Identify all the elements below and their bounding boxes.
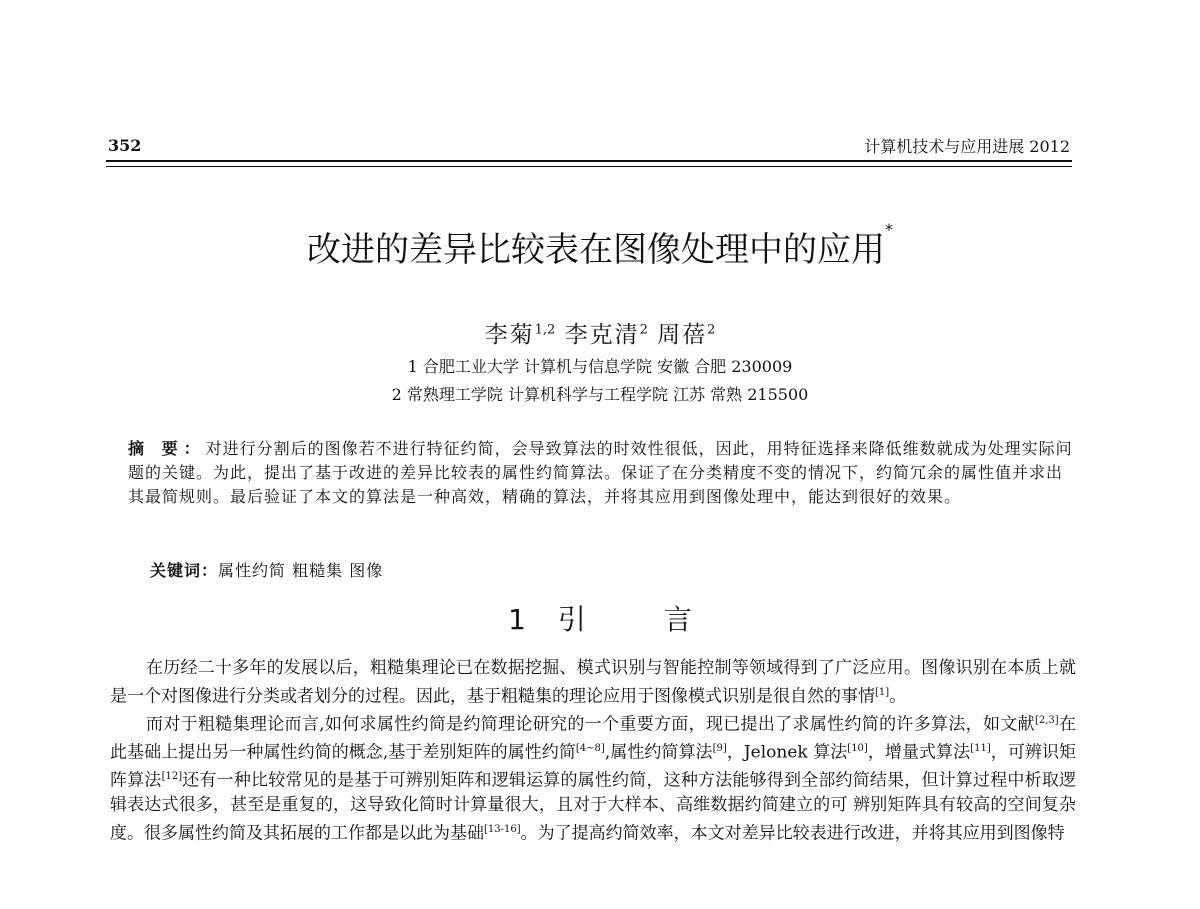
keywords-label: 关键词： bbox=[150, 561, 219, 580]
citation: [12] bbox=[161, 770, 183, 782]
abstract bbox=[128, 437, 1074, 509]
author-name: 李克清 bbox=[564, 322, 640, 348]
author-affiliation-mark: 2 bbox=[639, 322, 648, 338]
keywords-text: 属性约简 粗糙集 图像 bbox=[218, 561, 384, 580]
paragraph: 在历经二十多年的发展以后，粗糙集理论已在数据挖掘、模式识别与智能控制等领域得到了广泛应用。图像识别在本质上就是一个对图像进行分类或者划分的过程。因此，基于粗糙集的理论应用于图像模式识别是很自然的事情[1]。 bbox=[110, 658, 1076, 707]
paper-title-text: 改进的差异比较表在图像处理中的应用 bbox=[307, 230, 885, 270]
author-name: 李菊 bbox=[484, 322, 535, 348]
paper-title bbox=[0, 222, 1200, 271]
running-head: 计算机技术与应用进展 2012 bbox=[864, 137, 1070, 156]
page-number: 352 bbox=[108, 136, 142, 155]
body-text bbox=[110, 656, 1076, 846]
paragraph: 而对于粗糙集理论而言,如何求属性约简是约简理论研究的一个重要方面，现已提出了求属性约简的许多算法，如文献[2,3]在此基础上提出另一种属性约简的概念,基于差别矩阵的属性约简[4~8],属性约简算法[9]，Jelonek 算法[10]，增量式算法[11]，可辨识矩阵算法[12]还有一种比较常见的是基于可辨别矩阵和逻辑运算的属性约简，这种方法能够得到全部约简结果，但计算过程中析取逻辑表达式很多，甚至是重复的，这导致化简时计算量很大，且对于大样本、高维数据约简建立的可 辨别矩阵具有较高的空间复杂度。很多属性约简及其拓展的工作都是以此为基础[13-16]。为了提高约简效率，本文对差异比较表进行改进，并将其应用到图像特 bbox=[110, 714, 1077, 844]
header-rule-thin bbox=[106, 166, 1072, 167]
author-affiliation-mark: 1,2 bbox=[534, 322, 556, 338]
author-affiliation-mark: 2 bbox=[707, 322, 716, 338]
section-title-char: 引 bbox=[557, 603, 586, 636]
citation: [2,3] bbox=[1034, 714, 1059, 726]
affiliation: 2 常熟理工学院 计算机科学与工程学院 江苏 常熟 215500 bbox=[391, 385, 809, 404]
author-name: 周蓓 bbox=[657, 322, 708, 348]
author-list bbox=[0, 316, 1200, 349]
citation: [1] bbox=[875, 686, 890, 698]
abstract-label: 摘 要： bbox=[128, 439, 206, 458]
citation: [10] bbox=[847, 742, 868, 754]
section-heading bbox=[0, 598, 1200, 638]
citation: [13-16] bbox=[484, 823, 521, 835]
header-rule-thick bbox=[106, 160, 1072, 162]
section-number: 1 bbox=[508, 603, 526, 636]
abstract-text: 对进行分割后的图像若不进行特征约简，会导致算法的时效性很低，因此，用特征选择来降低维数就成为处理实际问题的关键。为此，提出了基于改进的差异比较表的属性约简算法。保证了在分类精度不变的情况下，约简冗余的属性值并求出其最简规则。最后验证了本文的算法是一种高效，精确的算法，并将其应用到图像处理中，能达到很好的效果。 bbox=[128, 439, 1073, 506]
keywords bbox=[150, 558, 383, 581]
affiliation: 1 合肥工业大学 计算机与信息学院 安徽 合肥 230009 bbox=[407, 357, 793, 376]
citation: [4~8] bbox=[575, 742, 605, 754]
citation: [9] bbox=[712, 742, 727, 754]
title-footnote-mark: * bbox=[885, 220, 893, 239]
section-title-char: 言 bbox=[663, 603, 692, 636]
citation: [11] bbox=[970, 742, 991, 754]
